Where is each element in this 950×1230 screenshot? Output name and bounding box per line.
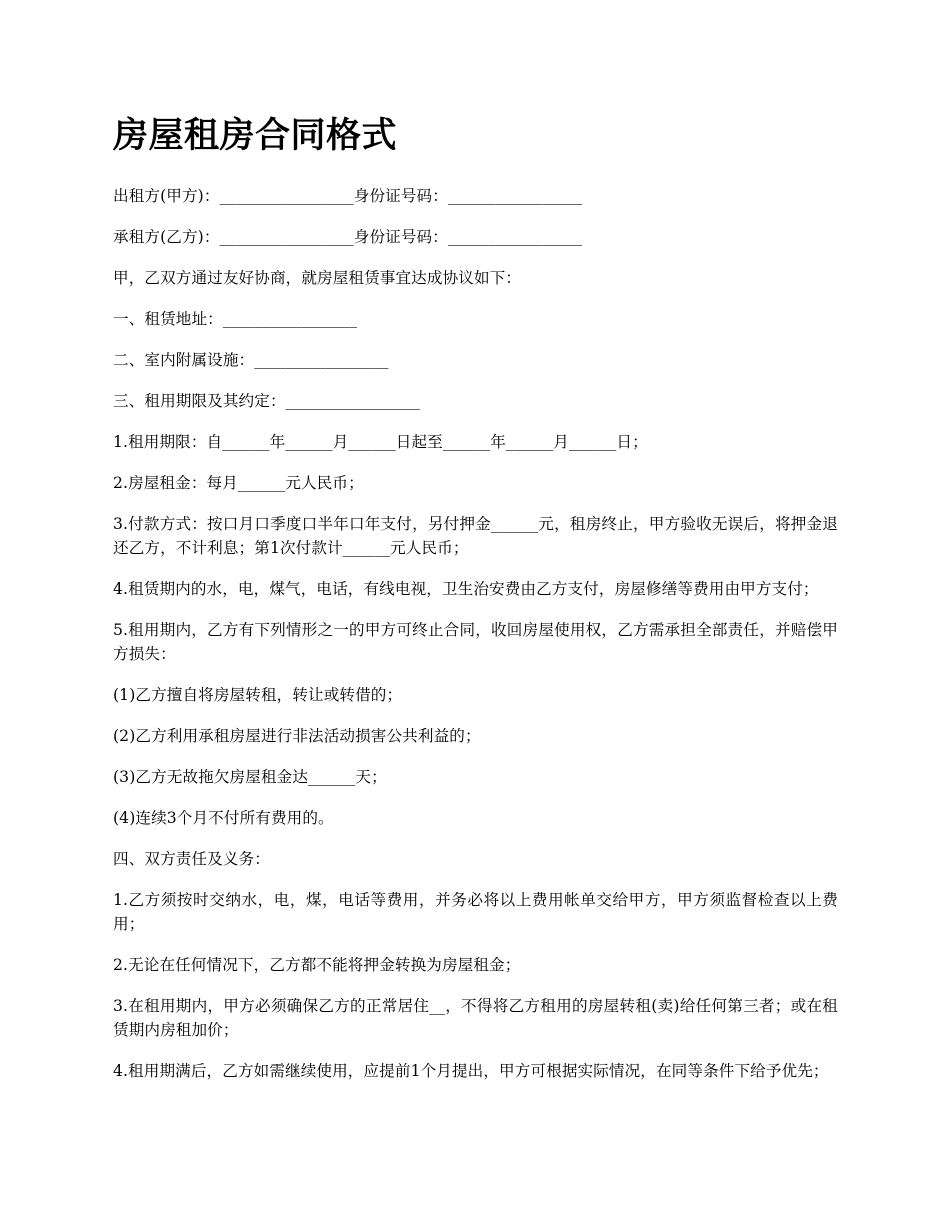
document-page: [113, 108, 838, 1100]
termination-item-4: (4)连续3个月不付所有费用的。: [113, 809, 334, 827]
agreement-intro: 甲，乙双方通过友好协商，就房屋租赁事宜达成协议如下：: [113, 269, 522, 287]
clause-utilities: 4.租赁期内的水，电，煤气，电话，有线电视，卫生治安费由乙方支付，房屋修缮等费用由甲方支付；: [113, 580, 819, 598]
clause-rent: 2.房屋租金：每月______元人民币；: [113, 474, 364, 492]
lessor-line: 出租方(甲方)：_________________身份证号码：_________________: [113, 187, 583, 205]
lessee-line: 承租方(乙方)：_________________身份证号码：_________________: [113, 228, 583, 246]
clause-lease-term: 1.租用期限：自______年______月______日起至______年______月______日；: [113, 433, 648, 451]
responsibility-item-4: 4.租用期满后，乙方如需继续使用，应提前1个月提出，甲方可根据实际情况，在同等条件下给予优先；: [113, 1062, 829, 1080]
responsibility-item-3: 3.在租用期内，甲方必须确保乙方的正常居住__，不得将乙方租用的房屋转租(卖)给任何第三者；或在租赁期内房租加价；: [113, 997, 838, 1039]
termination-item-2: (2)乙方利用承租房屋进行非法活动损害公共利益的；: [113, 727, 481, 745]
clause-termination: 5.租用期内，乙方有下列情形之一的甲方可终止合同，收回房屋使用权，乙方需承担全部责任，并赔偿甲方损失：: [113, 621, 838, 663]
section-lease-address: 一、租赁地址：_________________: [113, 310, 358, 328]
section-facilities: 二、室内附属设施：_________________: [113, 351, 389, 369]
section-responsibilities-heading: 四、双方责任及义务：: [113, 850, 270, 868]
termination-item-3: (3)乙方无故拖欠房屋租金达______天；: [113, 768, 387, 786]
section-term-heading: 三、租用期限及其约定：_________________: [113, 392, 420, 410]
responsibility-item-1: 1.乙方须按时交纳水，电，煤，电话等费用，并务必将以上费用帐单交给甲方，甲方须监督检查以上费用；: [113, 891, 838, 933]
responsibility-item-2: 2.无论在任何情况下，乙方都不能将押金转换为房屋租金；: [113, 956, 521, 974]
clause-payment-method: 3.付款方式：按口月口季度口半年口年支付，另付押金______元，租房终止，甲方验收无误后，将押金退还乙方，不计利息；第1次付款计______元人民币；: [113, 515, 838, 557]
document-title: 房屋租房合同格式: [113, 116, 398, 156]
termination-item-1: (1)乙方擅自将房屋转租，转让或转借的；: [113, 686, 403, 704]
